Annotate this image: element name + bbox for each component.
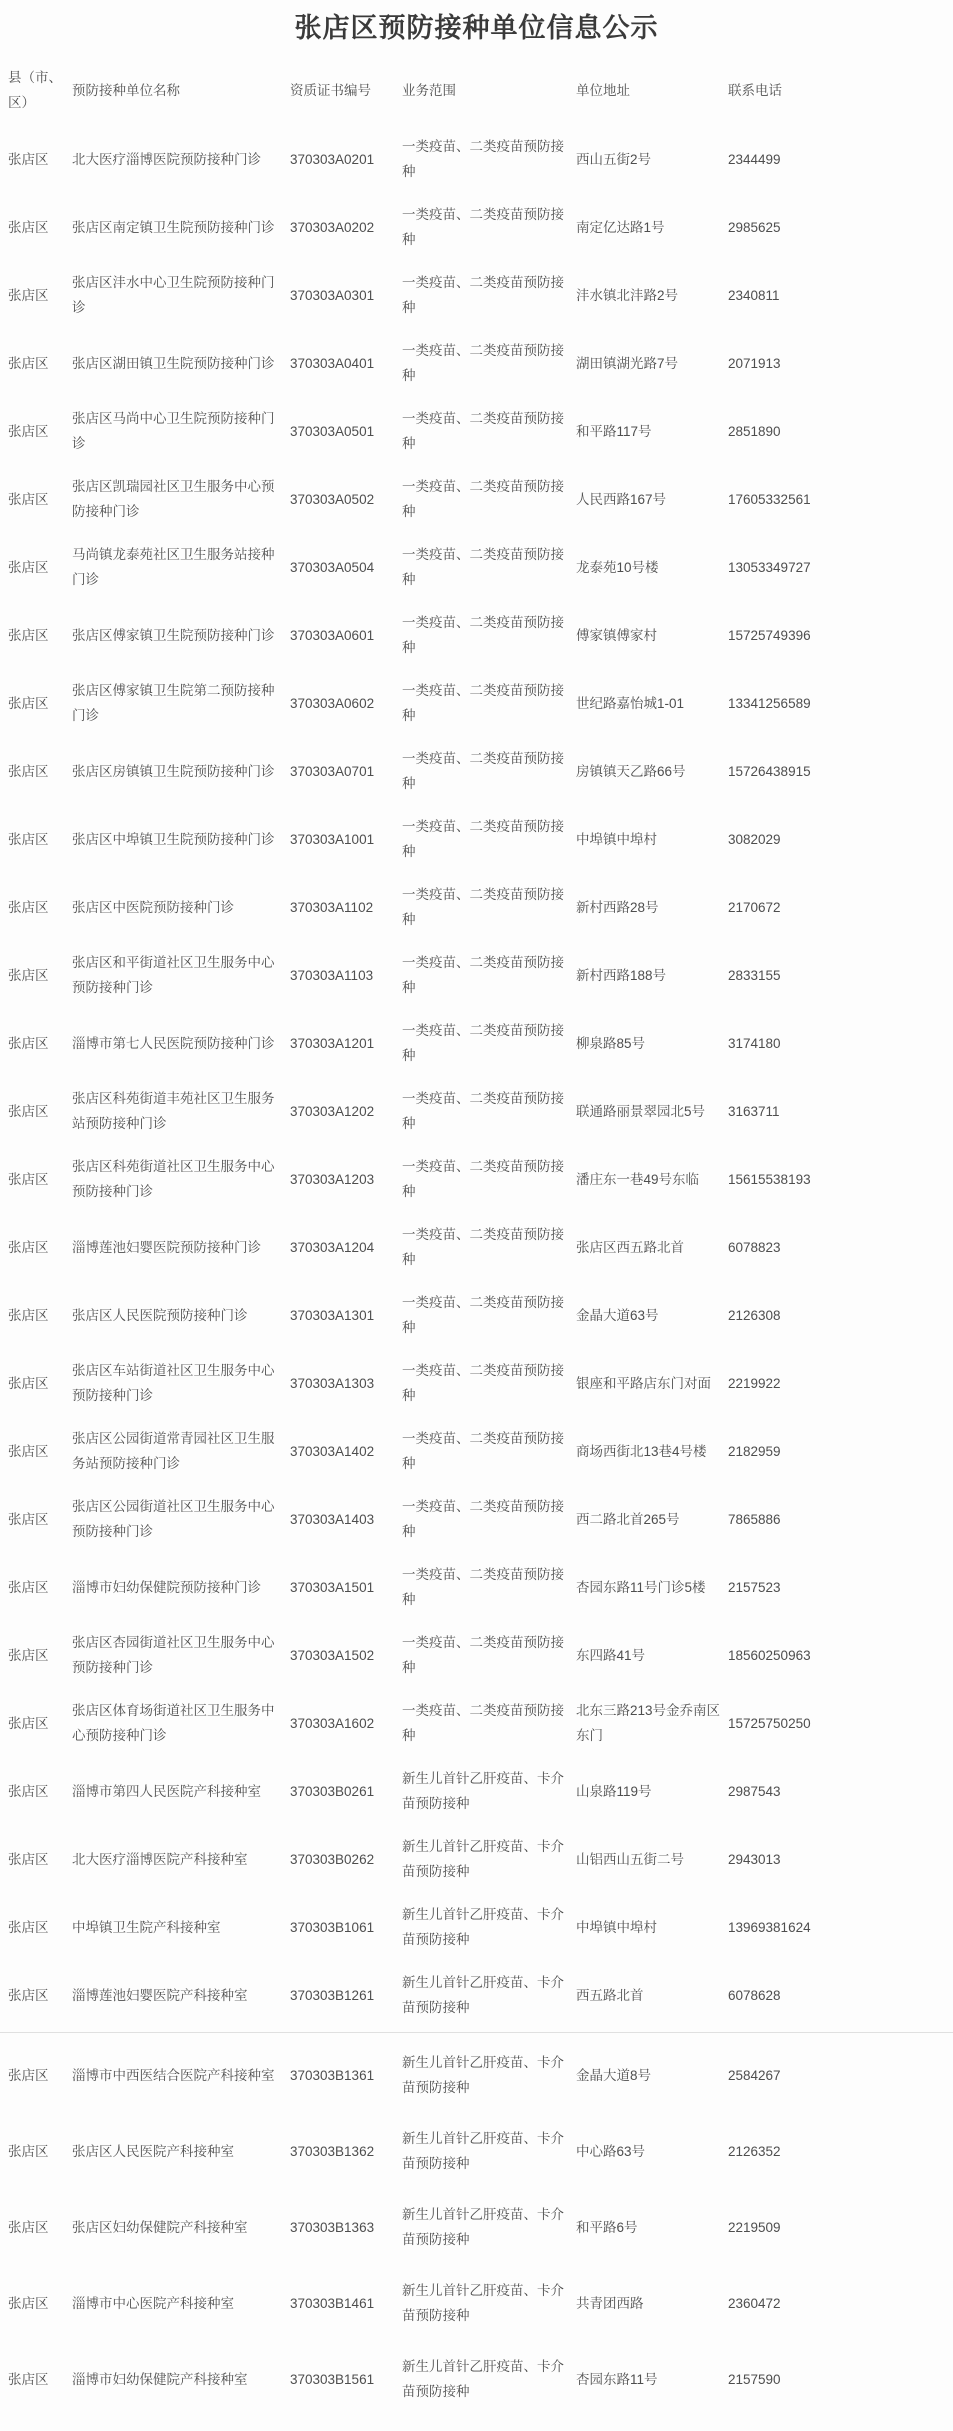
cell-phone: 15725749396 <box>728 627 811 643</box>
cell-cert-number: 370303B1561 <box>290 2371 375 2387</box>
cell-county: 张店区 <box>8 831 49 847</box>
cell-address: 傅家镇傅家村 <box>576 627 657 643</box>
cell-unit-name: 张店区中埠镇卫生院预防接种门诊 <box>72 831 275 847</box>
cell-address: 山泉路119号 <box>576 1783 652 1799</box>
cell-cert-number: 370303B1361 <box>290 2067 375 2083</box>
cell-phone: 2126352 <box>728 2143 781 2159</box>
header-name: 预防接种单位名称 <box>72 82 180 98</box>
table-row <box>8 1553 846 1621</box>
cell-unit-name: 张店区和平街道社区卫生服务中心预防接种门诊 <box>72 955 275 995</box>
cell-address: 湖田镇湖光路7号 <box>576 355 679 371</box>
cell-scope: 一类疫苗、二类疫苗预防接种 <box>402 1363 564 1403</box>
table-row <box>8 1009 846 1077</box>
vaccination-units-table-continued <box>8 2037 846 2417</box>
cell-unit-name: 张店区房镇镇卫生院预防接种门诊 <box>72 763 275 779</box>
cell-cert-number: 370303A1001 <box>290 831 375 847</box>
table-row <box>8 1621 846 1689</box>
cell-cert-number: 370303B0262 <box>290 1851 375 1867</box>
cell-scope: 新生儿首针乙肝疫苗、卡介苗预防接种 <box>402 1975 564 2015</box>
cell-county: 张店区 <box>8 151 49 167</box>
cell-phone: 2219509 <box>728 2219 781 2235</box>
cell-phone: 2360472 <box>728 2295 781 2311</box>
cell-unit-name: 张店区人民医院产科接种室 <box>72 2143 234 2159</box>
cell-phone: 2182959 <box>728 1443 781 1459</box>
cell-unit-name: 张店区傅家镇卫生院预防接种门诊 <box>72 627 275 643</box>
cell-county: 张店区 <box>8 1443 49 1459</box>
cell-unit-name: 中埠镇卫生院产科接种室 <box>72 1919 221 1935</box>
cell-county: 张店区 <box>8 1103 49 1119</box>
cell-unit-name: 马尚镇龙泰苑社区卫生服务站接种门诊 <box>72 547 275 587</box>
cell-scope: 一类疫苗、二类疫苗预防接种 <box>402 1703 564 1743</box>
cell-county: 张店区 <box>8 1579 49 1595</box>
cell-address: 张店区西五路北首 <box>576 1239 684 1255</box>
table-row <box>8 1213 846 1281</box>
cell-county: 张店区 <box>8 287 49 303</box>
cell-unit-name: 张店区人民医院预防接种门诊 <box>72 1307 248 1323</box>
cell-phone: 6078823 <box>728 1239 781 1255</box>
page-title: 张店区预防接种单位信息公示 <box>294 13 659 43</box>
table-body-section-2 <box>8 2037 846 2417</box>
cell-county: 张店区 <box>8 763 49 779</box>
cell-phone: 2157523 <box>728 1579 781 1595</box>
cell-cert-number: 370303B1363 <box>290 2219 375 2235</box>
header-scope: 业务范围 <box>402 82 456 98</box>
cell-cert-number: 370303A1201 <box>290 1035 375 1051</box>
cell-unit-name: 淄博市妇幼保健院产科接种室 <box>72 2371 248 2387</box>
table-row <box>8 737 846 805</box>
cell-scope: 一类疫苗、二类疫苗预防接种 <box>402 275 564 315</box>
cell-county: 张店区 <box>8 2143 49 2159</box>
cell-phone: 2170672 <box>728 899 781 915</box>
cell-address: 东四路41号 <box>576 1647 646 1663</box>
vaccination-units-table <box>8 55 846 2029</box>
cell-scope: 一类疫苗、二类疫苗预防接种 <box>402 1227 564 1267</box>
cell-phone: 2219922 <box>728 1375 781 1391</box>
cell-phone: 2987543 <box>728 1783 781 1799</box>
cell-address: 柳泉路85号 <box>576 1035 646 1051</box>
cell-unit-name: 张店区科苑街道丰苑社区卫生服务站预防接种门诊 <box>72 1091 275 1131</box>
cell-cert-number: 370303A1501 <box>290 1579 375 1595</box>
table-row <box>8 873 846 941</box>
cell-address: 沣水镇北沣路2号 <box>576 287 679 303</box>
cell-address: 南定亿达路1号 <box>576 219 665 235</box>
cell-county: 张店区 <box>8 695 49 711</box>
table-row <box>8 125 846 193</box>
cell-scope: 一类疫苗、二类疫苗预防接种 <box>402 343 564 383</box>
cell-scope: 一类疫苗、二类疫苗预防接种 <box>402 1635 564 1675</box>
cell-cert-number: 370303A1202 <box>290 1103 375 1119</box>
table-header-row <box>8 55 846 125</box>
bottom-whitespace <box>0 2417 953 2431</box>
cell-scope: 一类疫苗、二类疫苗预防接种 <box>402 819 564 859</box>
cell-cert-number: 370303B1362 <box>290 2143 375 2159</box>
cell-scope: 一类疫苗、二类疫苗预防接种 <box>402 683 564 723</box>
cell-scope: 一类疫苗、二类疫苗预防接种 <box>402 479 564 519</box>
cell-cert-number: 370303A0502 <box>290 491 375 507</box>
cell-cert-number: 370303A0602 <box>290 695 375 711</box>
table-row <box>8 533 846 601</box>
cell-unit-name: 张店区车站街道社区卫生服务中心预防接种门诊 <box>72 1363 275 1403</box>
cell-unit-name: 张店区沣水中心卫生院预防接种门诊 <box>72 275 275 315</box>
cell-cert-number: 370303A0701 <box>290 763 375 779</box>
table-row <box>8 1349 846 1417</box>
cell-address: 银座和平路店东门对面 <box>576 1375 711 1391</box>
table-body-section-1 <box>8 125 846 2029</box>
table-row <box>8 2265 846 2341</box>
cell-cert-number: 370303B1061 <box>290 1919 375 1935</box>
cell-phone: 13053349727 <box>728 559 811 575</box>
table-row <box>8 941 846 1009</box>
table-row <box>8 2189 846 2265</box>
cell-unit-name: 淄博市中西医结合医院产科接种室 <box>72 2067 275 2083</box>
cell-address: 西五路北首 <box>576 1987 644 2003</box>
cell-cert-number: 370303A0501 <box>290 423 375 439</box>
table-row <box>8 329 846 397</box>
cell-phone: 18560250963 <box>728 1647 811 1663</box>
cell-address: 新村西路188号 <box>576 967 667 983</box>
cell-cert-number: 370303A0504 <box>290 559 375 575</box>
cell-address: 人民西路167号 <box>576 491 667 507</box>
cell-unit-name: 张店区湖田镇卫生院预防接种门诊 <box>72 355 275 371</box>
cell-unit-name: 张店区科苑街道社区卫生服务中心预防接种门诊 <box>72 1159 275 1199</box>
cell-scope: 一类疫苗、二类疫苗预防接种 <box>402 615 564 655</box>
cell-address: 和平路6号 <box>576 2219 638 2235</box>
cell-scope: 新生儿首针乙肝疫苗、卡介苗预防接种 <box>402 2055 564 2095</box>
cell-address: 中埠镇中埠村 <box>576 1919 657 1935</box>
table-row <box>8 2113 846 2189</box>
table-row <box>8 805 846 873</box>
cell-cert-number: 370303A1403 <box>290 1511 375 1527</box>
cell-unit-name: 张店区马尚中心卫生院预防接种门诊 <box>72 411 275 451</box>
table-row <box>8 601 846 669</box>
cell-phone: 2340811 <box>728 287 780 303</box>
cell-address: 金晶大道8号 <box>576 2067 652 2083</box>
cell-cert-number: 370303A1602 <box>290 1715 375 1731</box>
cell-unit-name: 张店区妇幼保健院产科接种室 <box>72 2219 248 2235</box>
cell-county: 张店区 <box>8 2219 49 2235</box>
table-row <box>8 1689 846 1757</box>
cell-unit-name: 淄博市第七人民医院预防接种门诊 <box>72 1035 275 1051</box>
cell-cert-number: 370303A1502 <box>290 1647 375 1663</box>
cell-scope: 一类疫苗、二类疫苗预防接种 <box>402 411 564 451</box>
cell-unit-name: 淄博市妇幼保健院预防接种门诊 <box>72 1579 261 1595</box>
cell-cert-number: 370303A1204 <box>290 1239 375 1255</box>
cell-unit-name: 北大医疗淄博医院产科接种室 <box>72 1851 248 1867</box>
cell-scope: 一类疫苗、二类疫苗预防接种 <box>402 1499 564 1539</box>
cell-cert-number: 370303A0301 <box>290 287 375 303</box>
cell-scope: 一类疫苗、二类疫苗预防接种 <box>402 1431 564 1471</box>
cell-phone: 3082029 <box>728 831 781 847</box>
cell-address: 新村西路28号 <box>576 899 659 915</box>
cell-county: 张店区 <box>8 355 49 371</box>
cell-address: 潘庄东一巷49号东临 <box>576 1171 700 1187</box>
cell-cert-number: 370303B0261 <box>290 1783 375 1799</box>
cell-scope: 一类疫苗、二类疫苗预防接种 <box>402 1159 564 1199</box>
cell-county: 张店区 <box>8 627 49 643</box>
cell-phone: 2584267 <box>728 2067 781 2083</box>
cell-county: 张店区 <box>8 1987 49 2003</box>
cell-scope: 一类疫苗、二类疫苗预防接种 <box>402 547 564 587</box>
cell-phone: 2833155 <box>728 967 781 983</box>
section-divider-line <box>0 2032 953 2033</box>
cell-unit-name: 淄博市第四人民医院产科接种室 <box>72 1783 261 1799</box>
cell-scope: 新生儿首针乙肝疫苗、卡介苗预防接种 <box>402 2283 564 2323</box>
table-row <box>8 669 846 737</box>
cell-cert-number: 370303B1461 <box>290 2295 375 2311</box>
cell-county: 张店区 <box>8 1851 49 1867</box>
cell-scope: 新生儿首针乙肝疫苗、卡介苗预防接种 <box>402 2359 564 2399</box>
cell-scope: 一类疫苗、二类疫苗预防接种 <box>402 955 564 995</box>
table-row <box>8 465 846 533</box>
cell-cert-number: 370303A1103 <box>290 967 374 983</box>
cell-phone: 2126308 <box>728 1307 781 1323</box>
cell-unit-name: 北大医疗淄博医院预防接种门诊 <box>72 151 261 167</box>
cell-phone: 7865886 <box>728 1511 781 1527</box>
cell-county: 张店区 <box>8 899 49 915</box>
cell-county: 张店区 <box>8 2371 49 2387</box>
cell-phone: 2344499 <box>728 151 781 167</box>
cell-phone: 17605332561 <box>728 491 811 507</box>
table-row <box>8 193 846 261</box>
cell-phone: 13341256589 <box>728 695 811 711</box>
header-county: 县（市、区） <box>8 70 62 110</box>
cell-unit-name: 淄博莲池妇婴医院产科接种室 <box>72 1987 248 2003</box>
table-row <box>8 261 846 329</box>
cell-cert-number: 370303A0401 <box>290 355 375 371</box>
cell-county: 张店区 <box>8 2295 49 2311</box>
cell-address: 杏园东路11号 <box>576 2371 658 2387</box>
cell-county: 张店区 <box>8 967 49 983</box>
cell-cert-number: 370303A0601 <box>290 627 375 643</box>
table-row <box>8 1077 846 1145</box>
cell-address: 山铝西山五街二号 <box>576 1851 684 1867</box>
cell-county: 张店区 <box>8 1511 49 1527</box>
cell-county: 张店区 <box>8 423 49 439</box>
cell-phone: 15725750250 <box>728 1715 811 1731</box>
cell-phone: 2157590 <box>728 2371 781 2387</box>
cell-county: 张店区 <box>8 1171 49 1187</box>
cell-scope: 一类疫苗、二类疫苗预防接种 <box>402 207 564 247</box>
cell-cert-number: 370303A0201 <box>290 151 375 167</box>
header-cert: 资质证书编号 <box>290 82 371 98</box>
cell-unit-name: 张店区南定镇卫生院预防接种门诊 <box>72 219 275 235</box>
cell-scope: 新生儿首针乙肝疫苗、卡介苗预防接种 <box>402 1839 564 1879</box>
cell-cert-number: 370303B1261 <box>290 1987 375 2003</box>
cell-cert-number: 370303A1102 <box>290 899 374 915</box>
cell-scope: 一类疫苗、二类疫苗预防接种 <box>402 751 564 791</box>
cell-county: 张店区 <box>8 1239 49 1255</box>
cell-scope: 一类疫苗、二类疫苗预防接种 <box>402 1023 564 1063</box>
cell-address: 杏园东路11号门诊5楼 <box>576 1579 706 1595</box>
cell-scope: 一类疫苗、二类疫苗预防接种 <box>402 1567 564 1607</box>
cell-county: 张店区 <box>8 559 49 575</box>
cell-address: 中心路63号 <box>576 2143 646 2159</box>
cell-address: 房镇镇天乙路66号 <box>576 763 686 779</box>
cell-address: 世纪路嘉怡城1-01 <box>576 695 685 711</box>
cell-scope: 一类疫苗、二类疫苗预防接种 <box>402 1091 564 1131</box>
table-row <box>8 1961 846 2029</box>
cell-phone: 3163711 <box>728 1103 780 1119</box>
cell-unit-name: 张店区傅家镇卫生院第二预防接种门诊 <box>72 683 275 723</box>
cell-address: 中埠镇中埠村 <box>576 831 657 847</box>
table-row <box>8 1757 846 1825</box>
cell-phone: 13969381624 <box>728 1919 811 1935</box>
table-row <box>8 1145 846 1213</box>
cell-unit-name: 淄博市中心医院产科接种室 <box>72 2295 234 2311</box>
table-row <box>8 1281 846 1349</box>
cell-unit-name: 张店区公园街道常青园社区卫生服务站预防接种门诊 <box>72 1431 275 1471</box>
cell-phone: 6078628 <box>728 1987 781 2003</box>
cell-address: 西山五街2号 <box>576 151 652 167</box>
cell-unit-name: 张店区杏园街道社区卫生服务中心预防接种门诊 <box>72 1635 275 1675</box>
cell-unit-name: 张店区凯瑞园社区卫生服务中心预防接种门诊 <box>72 479 275 519</box>
cell-phone: 2943013 <box>728 1851 781 1867</box>
cell-cert-number: 370303A0202 <box>290 219 375 235</box>
table-row <box>8 1417 846 1485</box>
cell-address: 联通路丽景翠园北5号 <box>576 1103 706 1119</box>
cell-scope: 新生儿首针乙肝疫苗、卡介苗预防接种 <box>402 2131 564 2171</box>
cell-county: 张店区 <box>8 1715 49 1731</box>
header-phone: 联系电话 <box>728 82 782 98</box>
cell-address: 西二路北首265号 <box>576 1511 680 1527</box>
cell-county: 张店区 <box>8 491 49 507</box>
cell-unit-name: 张店区体育场街道社区卫生服务中心预防接种门诊 <box>72 1703 275 1743</box>
cell-address: 共青团西路 <box>576 2295 644 2311</box>
table-row <box>8 1893 846 1961</box>
cell-county: 张店区 <box>8 1375 49 1391</box>
cell-unit-name: 张店区中医院预防接种门诊 <box>72 899 234 915</box>
cell-address: 金晶大道63号 <box>576 1307 659 1323</box>
cell-address: 龙泰苑10号楼 <box>576 559 659 575</box>
cell-address: 商场西街北13巷4号楼 <box>576 1443 707 1459</box>
cell-scope: 新生儿首针乙肝疫苗、卡介苗预防接种 <box>402 1907 564 1947</box>
cell-cert-number: 370303A1301 <box>290 1307 375 1323</box>
cell-county: 张店区 <box>8 2067 49 2083</box>
cell-unit-name: 张店区公园街道社区卫生服务中心预防接种门诊 <box>72 1499 275 1539</box>
table-row <box>8 397 846 465</box>
cell-phone: 15615538193 <box>728 1171 811 1187</box>
cell-phone: 3174180 <box>728 1035 781 1051</box>
cell-cert-number: 370303A1203 <box>290 1171 375 1187</box>
cell-cert-number: 370303A1402 <box>290 1443 375 1459</box>
cell-cert-number: 370303A1303 <box>290 1375 375 1391</box>
cell-scope: 一类疫苗、二类疫苗预防接种 <box>402 139 564 179</box>
cell-county: 张店区 <box>8 1783 49 1799</box>
cell-phone: 2985625 <box>728 219 781 235</box>
cell-county: 张店区 <box>8 1919 49 1935</box>
cell-scope: 一类疫苗、二类疫苗预防接种 <box>402 1295 564 1335</box>
cell-county: 张店区 <box>8 219 49 235</box>
cell-scope: 新生儿首针乙肝疫苗、卡介苗预防接种 <box>402 2207 564 2247</box>
cell-address: 北东三路213号金乔南区东门 <box>576 1703 721 1743</box>
cell-phone: 2851890 <box>728 423 781 439</box>
table-row <box>8 2341 846 2417</box>
cell-county: 张店区 <box>8 1307 49 1323</box>
cell-phone: 15726438915 <box>728 763 811 779</box>
cell-unit-name: 淄博莲池妇婴医院预防接种门诊 <box>72 1239 261 1255</box>
cell-county: 张店区 <box>8 1647 49 1663</box>
cell-address: 和平路117号 <box>576 423 652 439</box>
cell-scope: 一类疫苗、二类疫苗预防接种 <box>402 887 564 927</box>
table-row <box>8 1485 846 1553</box>
cell-county: 张店区 <box>8 1035 49 1051</box>
table-row <box>8 1825 846 1893</box>
cell-scope: 新生儿首针乙肝疫苗、卡介苗预防接种 <box>402 1771 564 1811</box>
header-address: 单位地址 <box>576 82 630 98</box>
table-row <box>8 2037 846 2113</box>
cell-phone: 2071913 <box>728 355 781 371</box>
